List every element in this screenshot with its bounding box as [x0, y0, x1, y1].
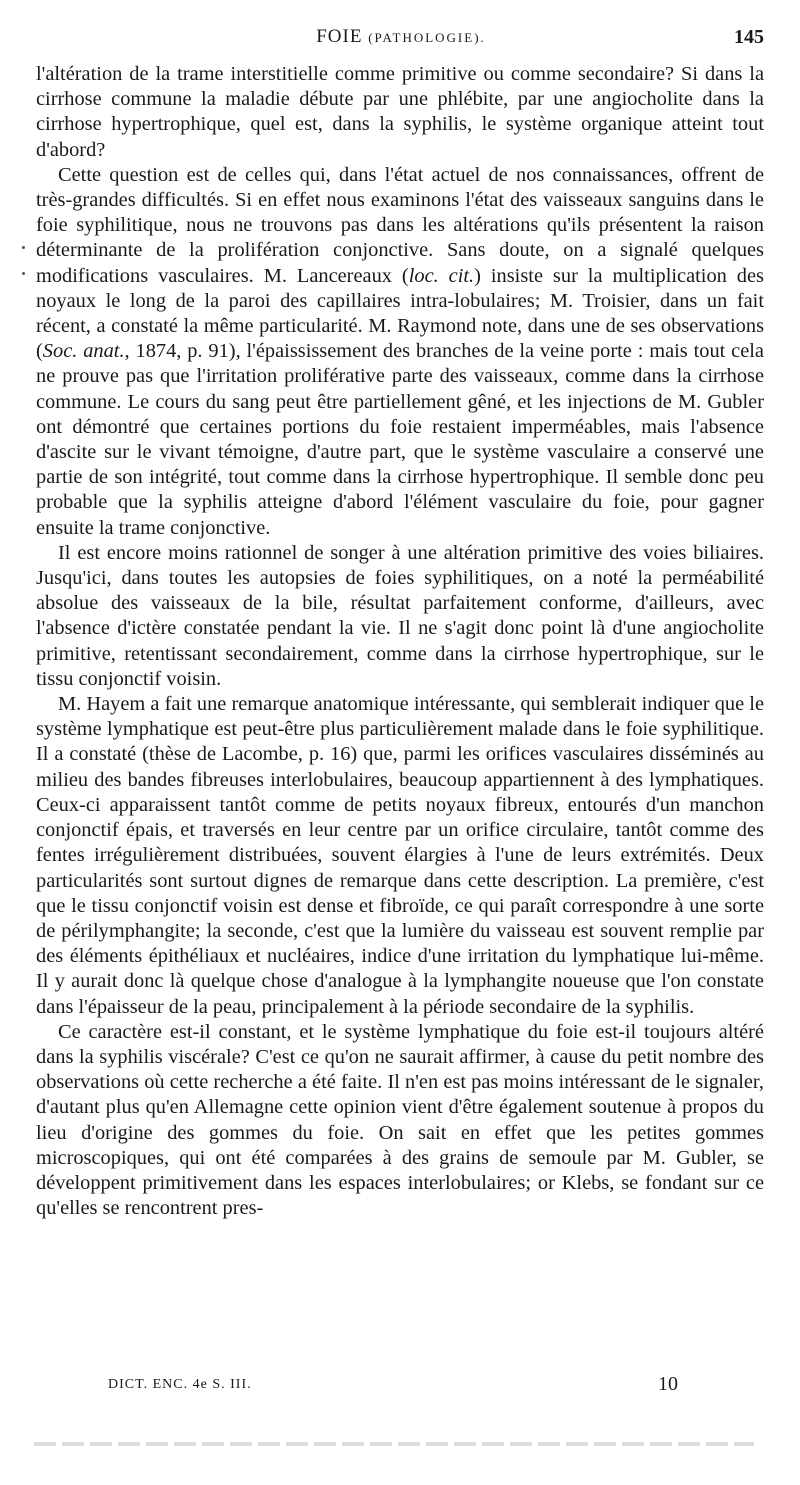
paragraph-2 [36, 163, 764, 541]
margin-mark [22, 246, 25, 249]
paragraph-2-part-a: Cette question est de celles qui, dans l'état actuel de nos connaissances, offrent de très-grandes difficultés. Si en effet nous examinons l'état des vaisseaux sanguins dans le foie syphilitique, nous ne trouvons pas dans les altérations qu'ils présentent la raison déterminante de la prolifération conjonctive. Sans doute, on a signalé quelques modifications vasculaires. M. Lancereaux ( [36, 163, 764, 287]
citation-loc-cit: loc. cit. [408, 264, 475, 287]
paragraph-2-part-b: ) insiste sur la multiplication des noyaux le long de la paroi des capillaires intra-lobulaires; M. Troisier, dans un fait récent, a constaté la même particularité. M. Raymond note, dans une de ses observations ( [36, 264, 764, 363]
body-text [36, 62, 764, 1221]
running-title [36, 26, 766, 48]
running-title-main: FOIE [316, 26, 363, 47]
paragraph-3: Il est encore moins rationnel de songer à une altération primitive des voies biliaires. Jusqu'ici, dans toutes les autopsies de foies syphilitiques, on a noté la perméabilité absolue des vaisseaux de la bile, résultat parfaitement conforme, d'ailleurs, avec l'absence d'ictère constatée pendant la vie. Il ne s'agit donc point là d'une angiocholite primitive, retentissant secondairement, comme dans la cirrhose hypertrophique, sur le tissu conjonctif voisin. [36, 541, 764, 690]
citation-soc-anat: Soc. anat. [42, 340, 125, 363]
page-footer [108, 1373, 678, 1399]
sheet-number: 10 [658, 1373, 678, 1395]
running-title-sub: (PATHOLOGIE). [368, 30, 486, 45]
paragraph-1: l'altération de la trame interstitielle comme primitive ou comme secondaire? Si dans la cirrhose commune la maladie débute par une phlébite, par une angiocholite dans la cirrhose hypertrophique, quel est, dans la syphilis, le système organique atteint tout d'abord? [36, 63, 764, 161]
running-head [36, 26, 766, 56]
paragraph-4: M. Hayem a fait une remarque anatomique intéressante, qui semblerait indiquer que le système lymphatique est peut-être plus particulièrement malade dans le foie syphilitique. Il a constaté (thèse de Lacombe, p. 16) que, parmi les orifices vasculaires disséminés au milieu des bandes fibreuses interlobulaires, beaucoup appartiennent à des lymphatiques. Ceux-ci apparaissent tantôt comme de petits noyaux fibreux, entourés d'un manchon conjonctif épais, et traversés en leur centre par un orifice circulaire, tantôt comme des fentes irrégulièrement distribuées, souvent élargies à l'une de leurs extrémités. Deux particularités sont surtout dignes de remarque dans cette description. La première, c'est que le tissu conjonctif voisin est dense et fibroïde, ce qui paraît correspondre à une sorte de périlymphangite; la seconde, c'est que la lumière du vaisseau est souvent remplie par des éléments épithéliaux et nucléaires, indice d'une irritation du lymphatique lui-même. Il y aurait donc là quelque chose d'analogue à la lymphangite noueuse que l'on constate dans l'épaisseur de la peau, principalement à la période secondaire de la syphilis. [36, 693, 764, 1018]
signature-mark: DICT. ENC. 4e S. III. [108, 1377, 252, 1392]
margin-mark [22, 272, 25, 275]
paragraph-5: Ce caractère est-il constant, et le système lymphatique du foie est-il toujours altéré dans la syphilis viscérale? C'est ce qu'on ne saurait affirmer, à cause du petit nombre des observations où cette recherche a été faite. Il n'en est pas moins intéressant de le signaler, d'autant plus qu'en Allemagne cette opinion vient d'être également soutenue à propos du lieu d'origine des gommes du foie. On sait en effet que les petites gommes microscopiques, qui ont été comparées à des grains de semoule par M. Gubler, se développent primitivement dans les espaces interlobulaires; or Klebs, se fondant sur ce qu'elles se rencontrent pres- [36, 1020, 764, 1220]
bleed-through-line [34, 1442, 754, 1446]
page-number: 145 [734, 26, 764, 48]
paragraph-2-part-c: , 1874, p. 91), l'épaississement des branches de la veine porte : mais tout cela ne prouve pas que l'irritation proliférative parte des vaisseaux, comme dans la cirrhose commune. Le cours du sang peut être partiellement gêné, et les injections de M. Gubler ont démontré que certaines portions du foie restaient imperméables, mais l'absence d'ascite sur le vivant témoigne, d'autre part, que le système vasculaire a conservé une partie de son intégrité, tout comme dans la cirrhose hypertrophique. Il semble donc peu probable que la syphilis atteigne d'abord l'élément vasculaire du foie, pour gagner ensuite la trame conjonctive. [36, 340, 764, 539]
